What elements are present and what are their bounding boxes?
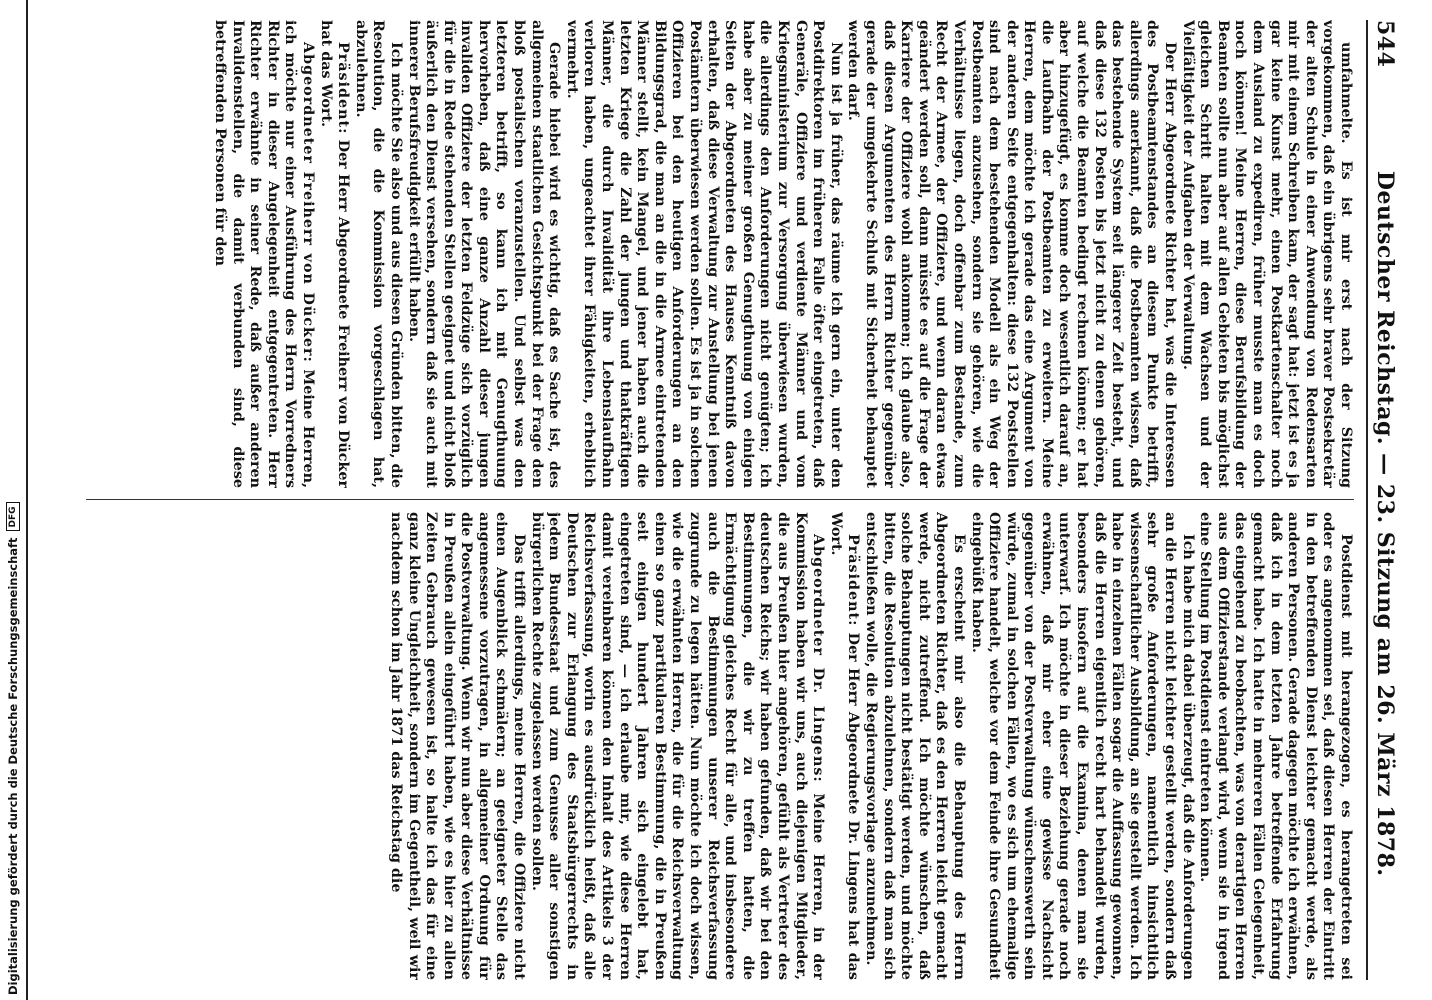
paragraph-text: Der Herr Abgeordnete Dr. Lingens hat das Wort. <box>827 512 862 980</box>
paragraph <box>861 512 967 980</box>
paragraph-text: Der Herr Abgeordnete Freiherr von Dücker hat das Wort. <box>317 20 352 488</box>
page-title: Deutscher Reichstag. — 23. Sitzung am 26. März 1878. <box>1372 170 1398 877</box>
digitization-credit <box>6 502 20 995</box>
credit-text: Digitalisierung gefördert durch die Deutsche Forschungsgemeinschaft <box>6 537 20 995</box>
paragraph <box>844 20 1178 488</box>
paragraph <box>210 20 316 488</box>
page-number: 544 <box>1372 20 1398 68</box>
paragraph <box>527 512 826 980</box>
paragraph-text: Das trifft allerdings, meine Herren, die Offiziere nicht einen Augenblick schmälern; an geeigneter Stelle das angemessene vorzutragen, in allgemeiner Ordnung für die Postverwaltung. Wenn wir nun aber diese Verhältnisse in Preußen allein eingeführt haben, wie es hier zu allen Zeiten Gebrauch gewesen ist, so halte ich das für eine ganz kleine Ungleichheit, sondern im Gegentheil, weil wir nachdem schon im Jahr 1871 das Reichstag die <box>387 512 528 980</box>
paragraph-text: Ich habe mich dabei überzeugt, daß die Anforderungen an die Herren nicht leichter gestellt werden, sondern daß sehr große Anforderungen, namentlich hinsichtlich wissenschaftlicher Ausbildung, an sie gestellt werden. Ich habe in einzelnen Fällen sogar die Auffassung gewonnen, daß die Herren eigentlich recht hart behandelt wurden, besonders insofern auf die Examina, denen man sie unterwarf. Ich möchte in dieser Beziehung gerade noch erwähnen, daß mir eher eine gewisse Nachsicht gegenüber von der Postverwaltung wünschenswerth sein würde, zumal in solchen Fällen, wo es sich um ehemalige Offiziere handelt, welche vor dem Feinde ihre Gesundheit eingebüßt haben. <box>968 512 1196 980</box>
paragraph-text: Der Herr Abgeordnete Richter hat, was die Interessen des Postbeamtenstandes an diesem Punkte betrifft, allerdings anerkannt, daß die Postbeamten wissen, daß das bestehende System seit längerer Zeit besteht, und daß diese 132 Posten bis jetzt nicht zu denen gehören, auf welche die Beamten bedingt rechnen können; er hat aber hinzugefügt, es komme doch wesentlich darauf an, die Laufbahn der Postbeamten zu erweitern. Meine Herren, dem möchte ich gerade das eine Argument von der anderen Seite entgegenhalten: diese 132 Poststellen sind nach dem bestehenden Modell als ein Weg der Postbeamten anzusehen, sondern sie gehören, wie die Verhältnisse liegen, doch offenbar zum Bestande, zum Recht der Armee, der Offiziere, und wenn daran etwas geändert werden soll, dann müsste es auf die Frage der Karriere der Offiziere wohl ankommen; ich glaube also, daß diesen Argumenten des Herrn Richter gegenüber gerade der umgekehrte Schluß mit Sicherheit behauptet werden darf. <box>845 20 1179 488</box>
column-divider <box>86 499 1354 500</box>
paragraph-text: umfahmelte. Es ist mir erst nach der Sitzung vorgekommen, daß ein übrigens sehr braver Postsekretär der alten Schule in einer Anwendung von Redensarten mir mit einem Schreiben kam, der sagt hat: jetzt ist es ja gar keine Kunst mehr, einen Postkartenschalter noch dem Ausland zu expediren, früher musste man es doch noch können! Meine Herren, diese Berufsbildung der Beamten sollte nun aber auf allen Gebieten bis möglichst gleichen Schritt halten mit dem Wachsen und der Vielfältigkeit der Aufgaben der Verwaltung. <box>1179 20 1354 488</box>
text-column-right <box>86 512 1354 980</box>
paragraph-text: Nun ist ja früher, das räume ich gern ein, unter den Postdirektoren im früheren Falle öfter eingetreten, daß Generäle, Offiziere und verdiente Männer und vom Kriegsministerium zur Versorgung überwiesen wurden, die allerdings den Anforderungen nicht genügten; ich habe aber zu meiner großen Genugthuung von einigen Seiten der Abgeordneten des Hauses Kenntniß davon erhalten, daß diese Verwaltung zur Anstellung bei jenen Postämtern überwiesen werden sollen. Es ist ja in solchen Offizieren bei den heutigen Anforderungen an den Bildungsgrad, die man an die in die Armee eintretenden Männer stellt, kein Mangel, und jener haben auch die letzten Kriege die Zahl der jungen und thatkräftigen Männer, die durch Invalidität ihre Lebenslaufbahn verloren haben, ungeachtet ihrer Fähigkeiten, erheblich vermehrt. <box>563 20 844 488</box>
paragraph-text: Meine Herren, in der Kommission haben wir uns, auch diejenigen Mitglieder, die aus Preußen hier angehören, gefühlt als Vertreter des deutschen Reichs; wir haben gefunden, daß wir bei den Bestimmungen, die wir zu treffen hatten, die Ermächtigung gleiches Recht für alle, und insbesondere auch die Bestimmungen unserer Reichsverfassung zugrunde zu legen hätten. Nun möchte ich doch wissen, wie die erwähnten Herren, die für die Reichsverwaltung einen so ganz partikularen Bestimmung, die in Preußen seit einigen hundert Jahren sich eingelebt hat, eingetreten sind, — ich erlaube mir, wie diese Herren damit vereinbaren können den Inhalt des Artikels 3 der Reichsverfassung, worin es ausdrücklich heißt, daß alle Deutschen zur Erlangung des Staatsbürgerrechts in jedem Bundesstaat und zum Genusse aller sonstigen bürgerlichen Rechte zugelassen werden sollen. <box>528 512 827 980</box>
paragraph <box>386 512 527 980</box>
rotated-document-page <box>66 10 1406 990</box>
paragraph <box>1178 20 1354 488</box>
paragraph <box>562 20 844 488</box>
paragraph-text: Es erscheint mir also die Behauptung des Herrn Abgeordneten Richter, daß es den Herren leicht gemacht werde, nicht zutreffend. Ich möchte wünschen, daß solche Behauptungen nicht bestätigt werden, und möchte bitten, die Resolution abzulehnen, sondern daß man sich entschließen wolle, die Regierungsvorlage anzunehmen. <box>862 512 967 980</box>
speaker-label: Präsident: <box>335 42 352 135</box>
paragraph <box>826 512 861 980</box>
paragraph <box>316 20 351 488</box>
page-header <box>1366 20 1406 980</box>
paragraph <box>351 20 404 488</box>
speaker-label: Abgeordneter Dr. Lingens: <box>810 534 827 783</box>
paragraph-text: Ich möchte Sie also und aus diesen Gründen bitten, die Resolution, die die Kommission vorgeschlagen hat, abzulehnen. <box>352 20 404 488</box>
paragraph-text: Meine Herren, ich möchte nur einer Ausführung des Herrn Vorredners Richter in dieser Angelegenheit entgegentreten. Herr Richter erwähnte in seiner Rede, daß außer anderen Invalidenstellen, die damit verbunden sind, diese betreffenden Personen für den <box>212 20 316 488</box>
paragraph-text: Postdienst mit herangezogen, es herangetreten sei oder es angenommen sei, daß diesen Herren der Eintritt in den betreffenden Dienst leichter gemacht werde, als anderen Personen. Gerade dagegen möchte ich erwähnen, daß ich in dem letzten Jahre betreffende Erfahrung gemacht habe. Ich hatte in mehreren Fällen Gelegenheit, das eingehend zu beobachten, was von derartigen Herren aus dem Offizierstande verlangt wird, wenn sie in irgend eine Stellung im Postdienst eintreten können. <box>1197 512 1354 980</box>
paragraph <box>1196 512 1354 980</box>
text-column-left <box>86 20 1354 488</box>
dfg-logo: DFG <box>6 502 20 531</box>
speaker-label: Abgeordneter Freiherr von Dücker: <box>299 42 316 363</box>
paragraph-text: Gerade hiebei wird es wichtig, daß es Sache ist, des allgemeinen staatlichen Gesichtspunkt bei der Frage den bloß postalischen voranzustellen. Und selbst was den letzteren betrifft, so kann ich mit Genugthuung hervorheben, daß eine ganze Anzahl dieser jungen invaliden Offiziere der letzten Feldzüge sich vorzüglich für die in Rede stehenden Stellen geeignet und nicht bloß äußerlich den Dienst versehen, sondern daß sie auch mit innerer Berufsfreudigkeit erfüllt haben. <box>405 20 563 488</box>
scan-binding-edge <box>26 0 28 1000</box>
speaker-label: Präsident: <box>845 534 862 627</box>
paragraph <box>967 512 1196 980</box>
paragraph <box>404 20 562 488</box>
